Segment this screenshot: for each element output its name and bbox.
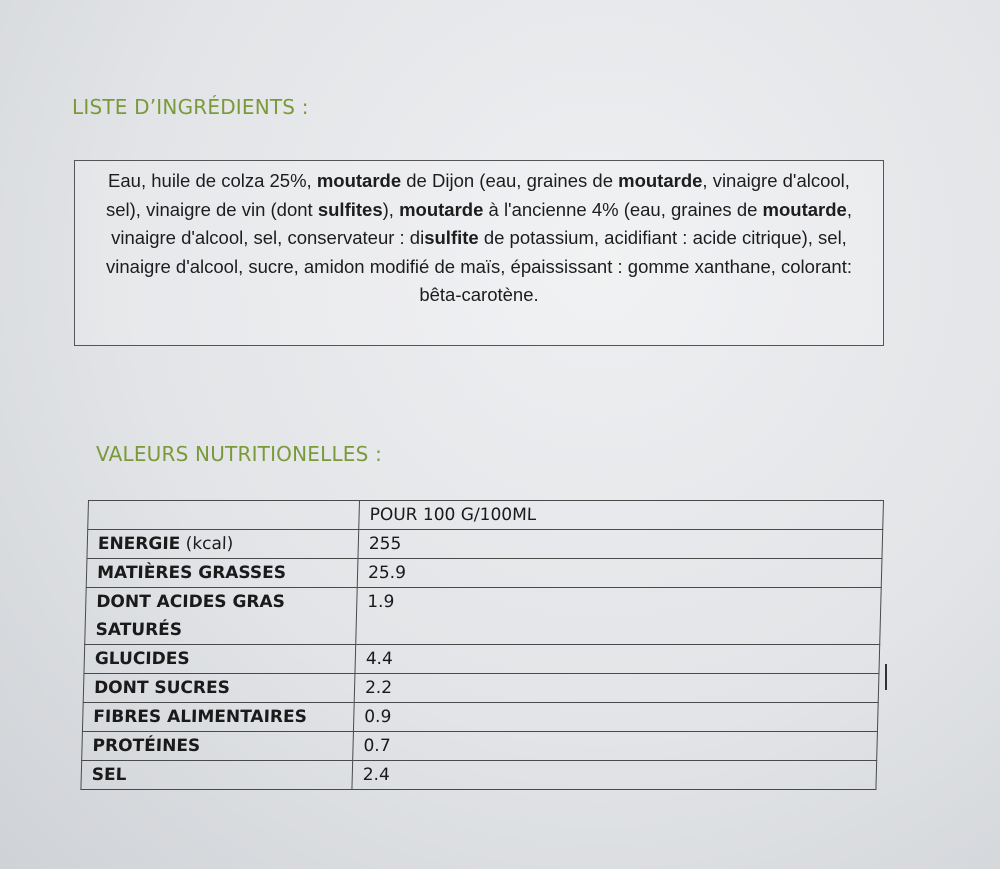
ingredients-heading: LISTE D’INGRÉDIENTS :: [72, 95, 309, 119]
allergen-text: moutarde: [316, 170, 402, 191]
table-row: [82, 703, 878, 732]
nutrient-value: 2.4: [352, 761, 877, 790]
nutrient-label: DONT ACIDES GRAS SATURÉS: [95, 592, 286, 640]
nutrition-table: [80, 500, 884, 790]
nutrient-label-cell: [83, 674, 355, 703]
nutrient-label-cell: [82, 703, 354, 732]
table-row: [81, 761, 877, 790]
table-row: [82, 732, 878, 761]
ingredient-text-segment: de Dijon (eau, graines de: [401, 170, 619, 191]
nutrient-label-cell: [87, 530, 359, 559]
table-row: [87, 530, 883, 559]
nutrient-value: 2.2: [354, 674, 879, 703]
allergen-text: moutarde: [399, 198, 484, 220]
column-header: POUR 100 G/100ML: [359, 501, 884, 530]
table-header-empty-cell: [88, 501, 360, 530]
allergen-text: sulfite: [424, 227, 479, 248]
nutrient-value: 4.4: [355, 645, 880, 674]
nutrient-label-cell: [81, 761, 353, 790]
nutrient-label: ENERGIE: [97, 534, 181, 554]
table-row: [84, 645, 880, 674]
nutrient-value: 255: [358, 530, 883, 559]
nutrient-label-cell: [86, 559, 358, 588]
allergen-text: moutarde: [762, 198, 847, 220]
nutrient-label: SEL: [91, 765, 127, 785]
table-row: [85, 588, 881, 645]
allergen-text: moutarde: [618, 170, 703, 191]
nutrient-label-cell: [84, 645, 356, 674]
nutrient-label-cell: [85, 588, 357, 645]
nutrient-label: DONT SUCRES: [93, 678, 231, 698]
nutrient-label: FIBRES ALIMENTAIRES: [93, 707, 308, 727]
ingredient-text-segment: à l'ancienne 4% (eau, graines de: [483, 198, 763, 220]
nutrition-heading: VALEURS NUTRITIONELLES :: [96, 442, 383, 466]
table-row: [86, 559, 882, 588]
ingredients-box: [74, 160, 884, 346]
allergen-text: sulfites: [317, 198, 383, 220]
ingredients-text: [106, 170, 852, 305]
ingredient-text-segment: de potassium, acidifiant : acide citrique), sel, vinaigre d'alcool, sucre, amidon modifié de maïs, épaississant : gomme xanthane, colorant: bêta-carotène.: [106, 227, 852, 305]
nutrient-label-cell: [82, 732, 354, 761]
ingredient-text-segment: ),: [382, 198, 400, 220]
nutrient-value: 0.7: [353, 732, 878, 761]
table-row: [83, 674, 879, 703]
text-cursor-mark: [885, 664, 887, 690]
nutrient-label: MATIÈRES GRASSES: [96, 563, 287, 583]
nutrient-value: 1.9: [356, 588, 881, 645]
ingredient-text-segment: Eau, huile de colza 25%,: [108, 170, 317, 191]
ingredient-text-segment: , vinaigre d'alcool, sel), vinaigre de vin (dont: [106, 170, 850, 220]
nutrient-value: 0.9: [353, 703, 878, 732]
table-header-row: [88, 501, 884, 530]
nutrient-value: 25.9: [357, 559, 882, 588]
ingredient-text-segment: , vinaigre d'alcool, sel, conservateur : di: [111, 198, 852, 248]
nutrient-label: GLUCIDES: [94, 649, 190, 669]
nutrient-label: PROTÉINES: [92, 736, 201, 756]
nutrient-unit: (kcal): [180, 534, 234, 554]
